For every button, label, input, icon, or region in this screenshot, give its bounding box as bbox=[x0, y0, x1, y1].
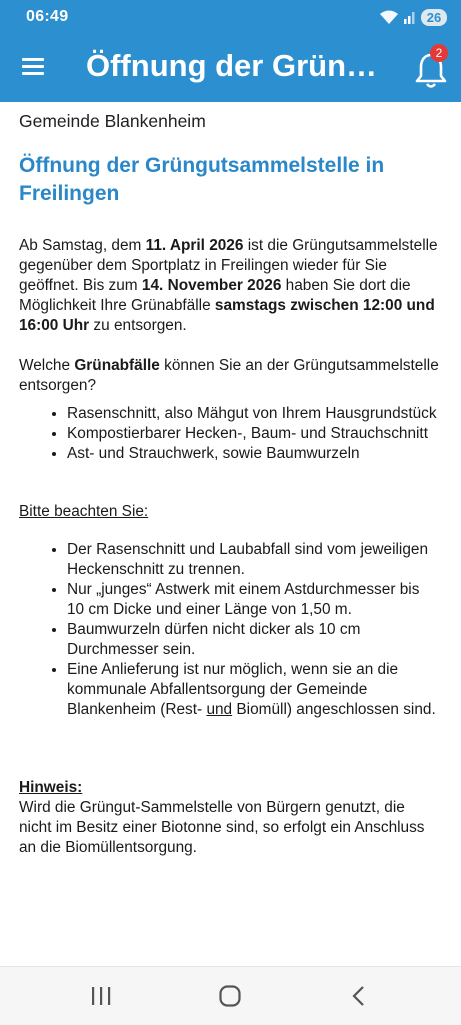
status-icons bbox=[379, 9, 447, 26]
note-text: Biomüll) angeschlossen sind. bbox=[232, 701, 436, 718]
menu-icon bbox=[22, 58, 44, 61]
question-paragraph bbox=[19, 356, 439, 396]
menu-button[interactable] bbox=[20, 56, 48, 78]
home-icon[interactable] bbox=[218, 985, 242, 1007]
signal-icon bbox=[403, 9, 417, 25]
intro-paragraph bbox=[19, 236, 439, 336]
list-item: • Kompostierbarer Hecken-, Baum- und Strauchschnitt bbox=[67, 424, 439, 444]
notification-badge: 2 bbox=[430, 44, 448, 62]
list-item: • Ast- und Strauchwerk, sowie Baumwurzeln bbox=[67, 444, 439, 464]
intro-text: haben Sie dort die Möglichkeit Ihre Grünabfälle bbox=[19, 277, 411, 314]
hint-text: Wird die Grüngut-Sammelstelle von Bürgern genutzt, die nicht im Besitz einer Biotonne sind, so erfolgt ein Anschluss an die Biomüllentsorgung. bbox=[19, 799, 425, 856]
hint-heading: Hinweis: bbox=[19, 779, 83, 796]
wifi-icon bbox=[379, 9, 399, 25]
intro-text: ist die Grüngutsammelstelle gegenüber dem Sportplatz in Freilingen wieder für Sie geöffnet. Bis zum bbox=[19, 237, 438, 294]
note-text: Eine Anlieferung ist nur möglich, wenn sie an die kommunale Abfallentsorgung der Gemeinde Blankenheim (Rest- bbox=[67, 661, 399, 718]
list-item bbox=[67, 660, 439, 720]
question-text: Welche bbox=[19, 357, 75, 374]
menu-icon-line bbox=[22, 65, 44, 68]
back-icon[interactable] bbox=[350, 985, 368, 1007]
list-item: • Nur „junges“ Astwerk mit einem Astdurchmesser bis 10 cm Dicke und einer Länge von 1,50 m. bbox=[67, 580, 439, 620]
notifications-button[interactable] bbox=[414, 44, 450, 88]
list-item: • Rasenschnitt, also Mähgut von Ihrem Hausgrundstück bbox=[67, 404, 439, 424]
notes-list bbox=[19, 540, 439, 720]
app-bar bbox=[0, 34, 461, 102]
question-text: können Sie an der Grüngutsammelstelle entsorgen? bbox=[19, 357, 439, 394]
notes-heading: Bitte beachten Sie: bbox=[19, 503, 149, 520]
article-title: Öffnung der Grüngutsammelstelle in Freilingen bbox=[19, 154, 385, 205]
question-bold: Grünabfälle bbox=[74, 357, 160, 374]
end-date: 14. November 2026 bbox=[141, 277, 282, 294]
start-date: 11. April 2026 bbox=[145, 237, 244, 254]
article-content bbox=[19, 102, 439, 858]
battery-indicator: 26 bbox=[421, 9, 447, 26]
menu-icon-line bbox=[22, 72, 44, 75]
status-bar bbox=[0, 0, 461, 34]
list-item: • Baumwurzeln dürfen nicht dicker als 10 cm Durchmesser sein. bbox=[67, 620, 439, 660]
organization-name: Gemeinde Blankenheim bbox=[19, 111, 206, 131]
navigation-bar bbox=[0, 966, 461, 1025]
list-item: • Der Rasenschnitt und Laubabfall sind vom jeweiligen Heckenschnitt zu trennen. bbox=[67, 540, 439, 580]
recent-apps-icon[interactable] bbox=[90, 985, 112, 1007]
app-title: Öffnung der Grün… bbox=[86, 48, 378, 83]
opening-hours: samstags zwischen 12:00 und 16:00 Uhr bbox=[19, 297, 435, 334]
intro-text: zu entsorgen. bbox=[89, 317, 187, 334]
status-time: 06:49 bbox=[26, 8, 69, 25]
note-underlined: und bbox=[206, 701, 233, 718]
intro-text: Ab Samstag, dem bbox=[19, 237, 146, 254]
waste-list bbox=[19, 404, 439, 464]
